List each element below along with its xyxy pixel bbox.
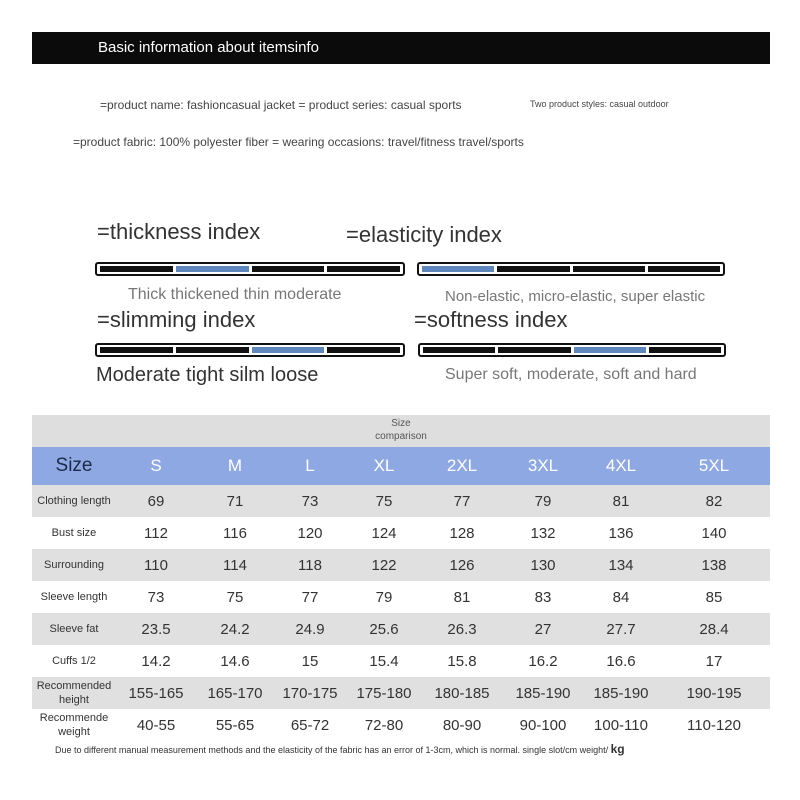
row-value-cell: 120 (297, 524, 323, 542)
row-value-cell: 15.4 (369, 652, 399, 670)
row-value-cell: 16.2 (528, 652, 558, 670)
row-value-cell: 110 (144, 556, 168, 574)
row-value-cell: 82 (705, 492, 723, 510)
row-value-cell: 124 (371, 524, 397, 542)
size-header-cell: M (227, 456, 243, 475)
size-header-cell: L (305, 456, 315, 475)
row-value-cell: 14.6 (220, 652, 250, 670)
row-value-cell: 84 (612, 588, 630, 606)
slimming-index-desc: Moderate tight silm loose (96, 364, 319, 386)
row-value-cell: 140 (701, 524, 727, 542)
softness-index-desc: Super soft, moderate, soft and hard (445, 366, 697, 383)
row-value-cell: 136 (608, 524, 634, 542)
row-value-cell: 75 (226, 588, 244, 606)
size-header-cell: XL (373, 456, 395, 475)
row-value-cell: 126 (449, 556, 475, 574)
row-value-cell: 180-185 (434, 684, 490, 702)
index-segment-2 (176, 266, 249, 272)
table-row (32, 709, 770, 741)
row-value-cell: 85 (705, 588, 723, 606)
header-bar (32, 32, 770, 64)
size-header-row (32, 447, 770, 485)
row-value-cell: 122 (371, 556, 397, 574)
size-header-cell: 4XL (605, 456, 637, 475)
size-header-cell: S (150, 456, 162, 475)
header-title: Basic information about itemsinfo (98, 39, 319, 56)
footnote-unit: kg (610, 742, 625, 756)
index-segment-2 (497, 266, 569, 272)
row-value-cell: 112 (144, 524, 168, 542)
table-row (32, 613, 770, 645)
row-value-cell: 73 (147, 588, 165, 606)
row-value-cell: 16.6 (606, 652, 636, 670)
row-value-cell: 15 (301, 652, 319, 670)
row-value-cell: 77 (453, 492, 471, 510)
index-segment-3 (252, 347, 325, 353)
row-value-cell: 72-80 (364, 716, 404, 734)
row-value-cell: 27.7 (606, 620, 636, 638)
row-value-cell: 155-165 (128, 684, 184, 702)
row-value-cell: 185-190 (515, 684, 571, 702)
index-segment-2 (176, 347, 249, 353)
row-value-cell: 170-175 (282, 684, 338, 702)
row-value-cell: 185-190 (593, 684, 649, 702)
row-value-cell: 83 (534, 588, 552, 606)
index-segment-3 (252, 266, 325, 272)
row-value-cell: 80-90 (442, 716, 482, 734)
index-segment-3 (574, 347, 646, 353)
row-value-cell: 55-65 (215, 716, 255, 734)
row-value-cell: 116 (223, 524, 247, 542)
row-value-cell: 130 (530, 556, 556, 574)
row-value-cell: 81 (453, 588, 471, 606)
info-product-fabric: =product fabric: 100% polyester fiber = wearing occasions: travel/fitness travel/sports (73, 135, 524, 149)
row-value-cell: 110-120 (687, 716, 741, 734)
row-value-cell: 27 (534, 620, 552, 638)
table-row (32, 549, 770, 581)
index-segment-1 (100, 347, 173, 353)
row-label: Sleeve fat (49, 623, 99, 635)
row-value-cell: 26.3 (447, 620, 477, 638)
thickness-index-desc: Thick thickened thin moderate (128, 286, 342, 303)
row-value-cell: 40-55 (136, 716, 176, 734)
index-segment-4 (648, 266, 720, 272)
index-segment-3 (573, 266, 645, 272)
softness-index-title: =softness index (414, 307, 568, 332)
row-value-cell: 175-180 (356, 684, 412, 702)
table-row (32, 581, 770, 613)
row-value-cell: 79 (375, 588, 393, 606)
row-value-cell: 138 (701, 556, 727, 574)
size-table (32, 415, 770, 741)
row-label: Cuffs 1/2 (52, 655, 96, 667)
row-value-cell: 71 (226, 492, 244, 510)
row-value-cell: 100-110 (594, 716, 648, 734)
row-value-cell: 25.6 (369, 620, 399, 638)
index-segment-4 (327, 266, 400, 272)
row-value-cell: 24.2 (220, 620, 250, 638)
size-header-cell: 5XL (698, 456, 730, 475)
row-value-cell: 79 (534, 492, 552, 510)
row-value-cell: 90-100 (519, 716, 567, 734)
row-value-cell: 114 (223, 556, 247, 574)
info-product-styles: Two product styles: casual outdoor (530, 99, 669, 109)
caption-line2: comparison (375, 431, 427, 442)
index-segment-2 (498, 347, 570, 353)
table-row (32, 645, 770, 677)
row-value-cell: 190-195 (686, 684, 742, 702)
table-row (32, 485, 770, 517)
row-value-cell: 15.8 (447, 652, 477, 670)
row-value-cell: 73 (301, 492, 319, 510)
caption-line1: Size (391, 418, 411, 429)
row-value-cell: 23.5 (141, 620, 171, 638)
row-label: Sleeve length (40, 591, 108, 603)
row-value-cell: 132 (530, 524, 556, 542)
thickness-index-bar (95, 262, 405, 276)
row-value-cell: 81 (612, 492, 630, 510)
row-label: Recommended height (36, 680, 112, 706)
index-segment-1 (100, 266, 173, 272)
elasticity-index-bar (417, 262, 725, 276)
table-row (32, 517, 770, 549)
row-label: Clothing length (37, 495, 111, 507)
row-value-cell: 17 (705, 652, 723, 670)
size-header-label: Size (55, 455, 93, 476)
elasticity-index-title: =elasticity index (346, 222, 502, 247)
index-segment-1 (422, 266, 494, 272)
row-value-cell: 14.2 (141, 652, 171, 670)
elasticity-index-desc: Non-elastic, micro-elastic, super elastic (445, 288, 706, 305)
size-header-cell: 3XL (527, 456, 559, 475)
index-segment-1 (423, 347, 495, 353)
footnote (55, 742, 625, 756)
row-value-cell: 69 (147, 492, 165, 510)
softness-index-bar (418, 343, 726, 357)
row-value-cell: 118 (298, 556, 322, 574)
slimming-index-bar (95, 343, 405, 357)
row-label: Bust size (51, 527, 97, 539)
row-value-cell: 128 (449, 524, 475, 542)
thickness-index-title: =thickness index (97, 219, 261, 244)
index-segment-4 (649, 347, 721, 353)
info-product-name: =product name: fashioncasual jacket = product series: casual sports (100, 98, 462, 112)
slimming-index-title: =slimming index (97, 307, 256, 332)
size-table-caption (32, 415, 770, 447)
size-header-cell: 2XL (446, 456, 478, 475)
row-value-cell: 28.4 (699, 620, 729, 638)
row-value-cell: 75 (375, 492, 393, 510)
index-segment-4 (327, 347, 400, 353)
row-value-cell: 65-72 (290, 716, 330, 734)
row-value-cell: 24.9 (295, 620, 325, 638)
row-label: Recommende weight (39, 712, 109, 738)
table-row (32, 677, 770, 709)
row-value-cell: 77 (301, 588, 319, 606)
row-label: Surrounding (44, 559, 104, 571)
row-value-cell: 165-170 (207, 684, 263, 702)
footnote-text: Due to different manual measurement methods and the elasticity of the fabric has an error of 1-3cm, which is normal. single slot/cm weight/ (55, 745, 609, 755)
row-value-cell: 134 (608, 556, 634, 574)
